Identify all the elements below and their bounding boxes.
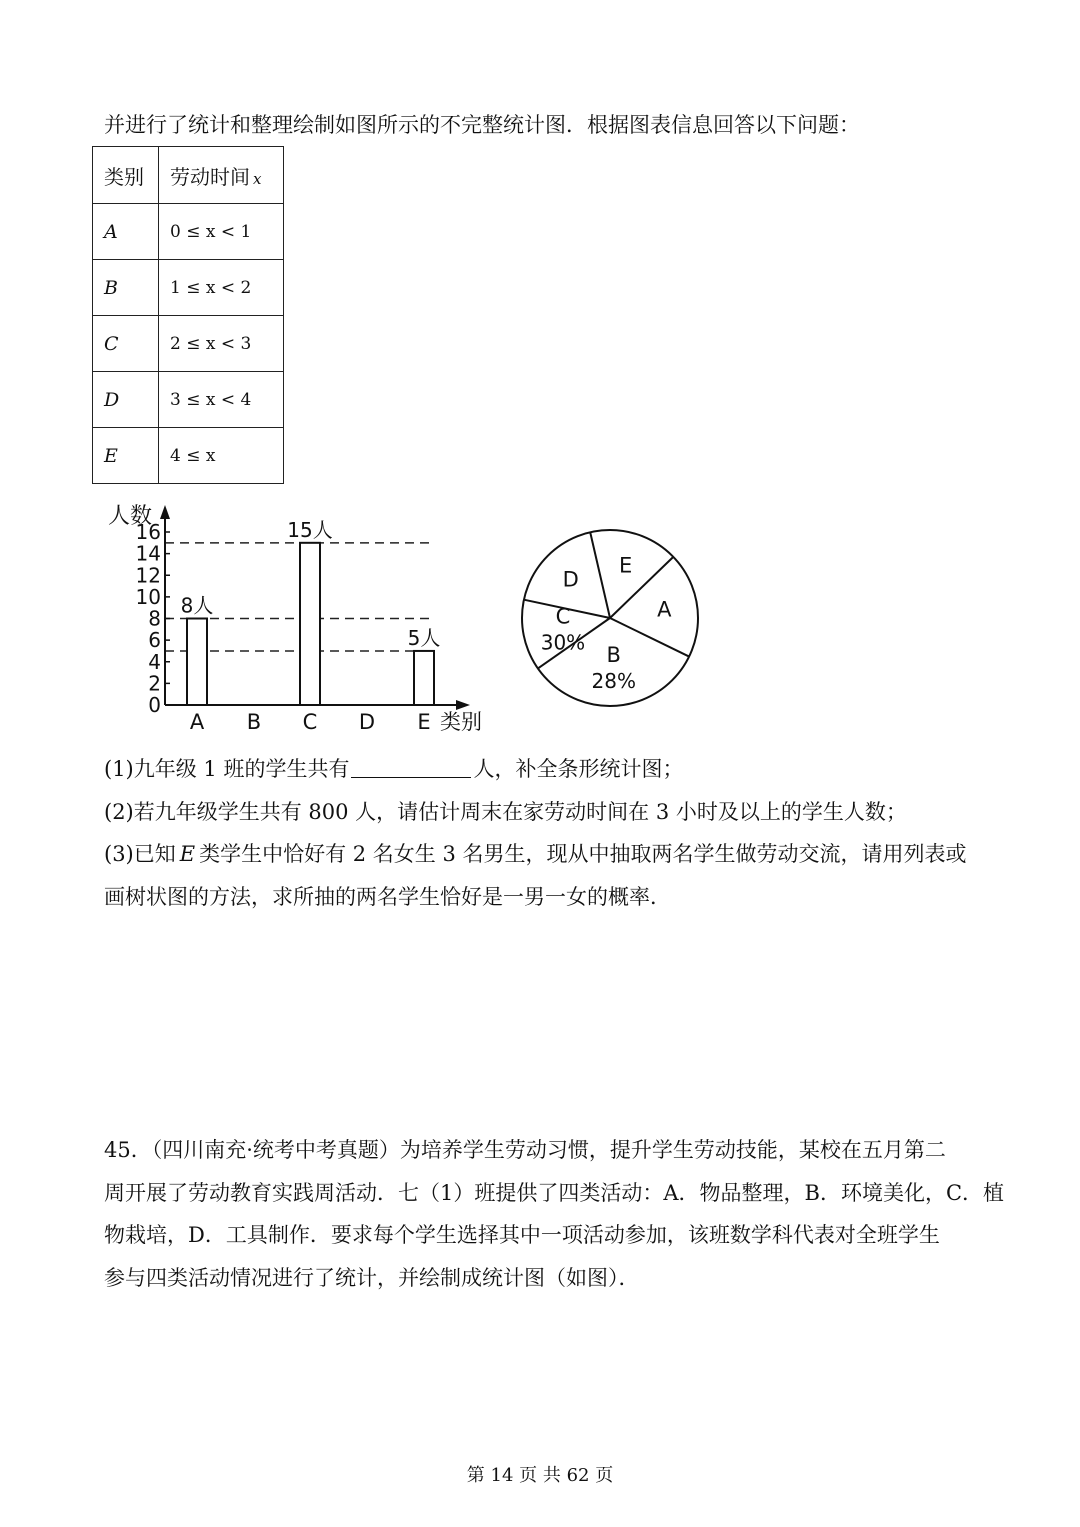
bar-C — [300, 543, 320, 705]
row-category: B — [93, 260, 159, 316]
row-range: 1 ≤ x < 2 — [159, 260, 284, 316]
intro-text: 并进行了统计和整理绘制如图所示的不完整统计图．根据图表信息回答以下问题： — [104, 113, 860, 137]
category-label: D — [358, 710, 376, 734]
y-tick-label: 2 — [148, 671, 161, 696]
y-tick-label: 12 — [135, 563, 161, 588]
time-range-table — [92, 146, 284, 484]
header-category: 类别 — [93, 147, 159, 204]
bar-chart-plot — [108, 504, 482, 734]
page-footer: 第 14 页 共 62 页 — [466, 1465, 614, 1486]
category-label: B — [246, 710, 262, 734]
x-axis-arrow — [456, 700, 470, 710]
table-header-row — [93, 147, 284, 204]
pie-slice-percent-C: 30% — [540, 630, 586, 655]
table-row — [93, 428, 284, 484]
header-time-var: x — [253, 169, 262, 188]
pie-slice-label-A: A — [657, 597, 672, 622]
question-3-continued: 画树状图的方法，求所抽的两名学生恰好是一男一女的概率． — [104, 885, 671, 909]
row-range: 3 ≤ x < 4 — [159, 372, 284, 428]
question-3 — [104, 839, 967, 869]
question-3-text-b: 类学生中恰好有 2 名女生 3 名男生，现从中抽取两名学生做劳动交流，请用列表或 — [199, 842, 967, 866]
category-label: A — [189, 710, 205, 734]
bar-value-label: 5人 — [407, 625, 441, 650]
bar-value-label: 8人 — [180, 593, 214, 618]
y-tick-label: 10 — [135, 584, 161, 609]
pie-slice-label-E: E — [618, 553, 633, 578]
header-time — [159, 147, 284, 204]
table-row — [93, 204, 284, 260]
bar-chart — [0, 495, 520, 745]
row-category: D — [93, 372, 159, 428]
row-range: 4 ≤ x — [159, 428, 284, 484]
x-axis-label: 类别 — [440, 710, 482, 734]
row-category: E — [93, 428, 159, 484]
pie-slice-percent-B: 28% — [591, 668, 636, 693]
y-tick-label: 0 — [148, 693, 161, 717]
category-label: E — [417, 710, 431, 734]
y-tick-label: 6 — [148, 628, 161, 653]
problem-45-line-3: 物栽培，D．工具制作．要求每个学生选择其中一项活动参加，该班数学科代表对全班学生 — [104, 1223, 940, 1247]
question-3-text: (3)已知 — [104, 842, 176, 866]
row-category: C — [93, 316, 159, 372]
y-tick-label: 16 — [135, 520, 161, 544]
bar-E — [414, 651, 434, 705]
question-2: (2)若九年级学生共有 800 人，请估计周末在家劳动时间在 3 小时及以上的学生人数； — [104, 800, 907, 824]
table-row — [93, 260, 284, 316]
row-range: 0 ≤ x < 1 — [159, 204, 284, 260]
pie-slice-label-B: B — [606, 642, 621, 667]
y-axis-label: 人数 — [108, 504, 153, 529]
table-row — [93, 316, 284, 372]
bar-value-label: 15人 — [287, 517, 333, 542]
y-axis-arrow — [160, 505, 170, 519]
question-1-text: (1)九年级 1 班的学生共有 — [104, 757, 350, 781]
pie-slice-label-D: D — [562, 567, 579, 592]
pie-slice-label-C: C — [555, 604, 571, 629]
table-row — [93, 372, 284, 428]
row-range: 2 ≤ x < 3 — [159, 316, 284, 372]
header-time-label: 劳动时间 — [170, 164, 250, 189]
question-3-var: E — [179, 842, 196, 866]
pie-chart — [510, 520, 710, 720]
pie-chart-plot — [522, 530, 698, 706]
bar-A — [187, 619, 207, 706]
question-1 — [104, 754, 683, 784]
problem-45-line-4: 参与四类活动情况进行了统计，并绘制成统计图（如图）． — [104, 1266, 640, 1290]
question-1-text-end: 人，补全条形统计图； — [473, 757, 684, 781]
row-category: A — [93, 204, 159, 260]
y-tick-label: 14 — [135, 541, 161, 566]
y-tick-label: 4 — [148, 649, 161, 674]
answer-blank — [351, 757, 471, 778]
y-tick-label: 8 — [148, 606, 161, 631]
problem-45-line-2: 周开展了劳动教育实践周活动．七（1）班提供了四类活动：A．物品整理，B．环境美化，C．植 — [104, 1181, 1005, 1205]
category-label: C — [302, 710, 318, 734]
problem-45-line-1: 45．（四川南充·统考中考真题）为培养学生劳动习惯，提升学生劳动技能，某校在五月第二 — [104, 1138, 946, 1162]
